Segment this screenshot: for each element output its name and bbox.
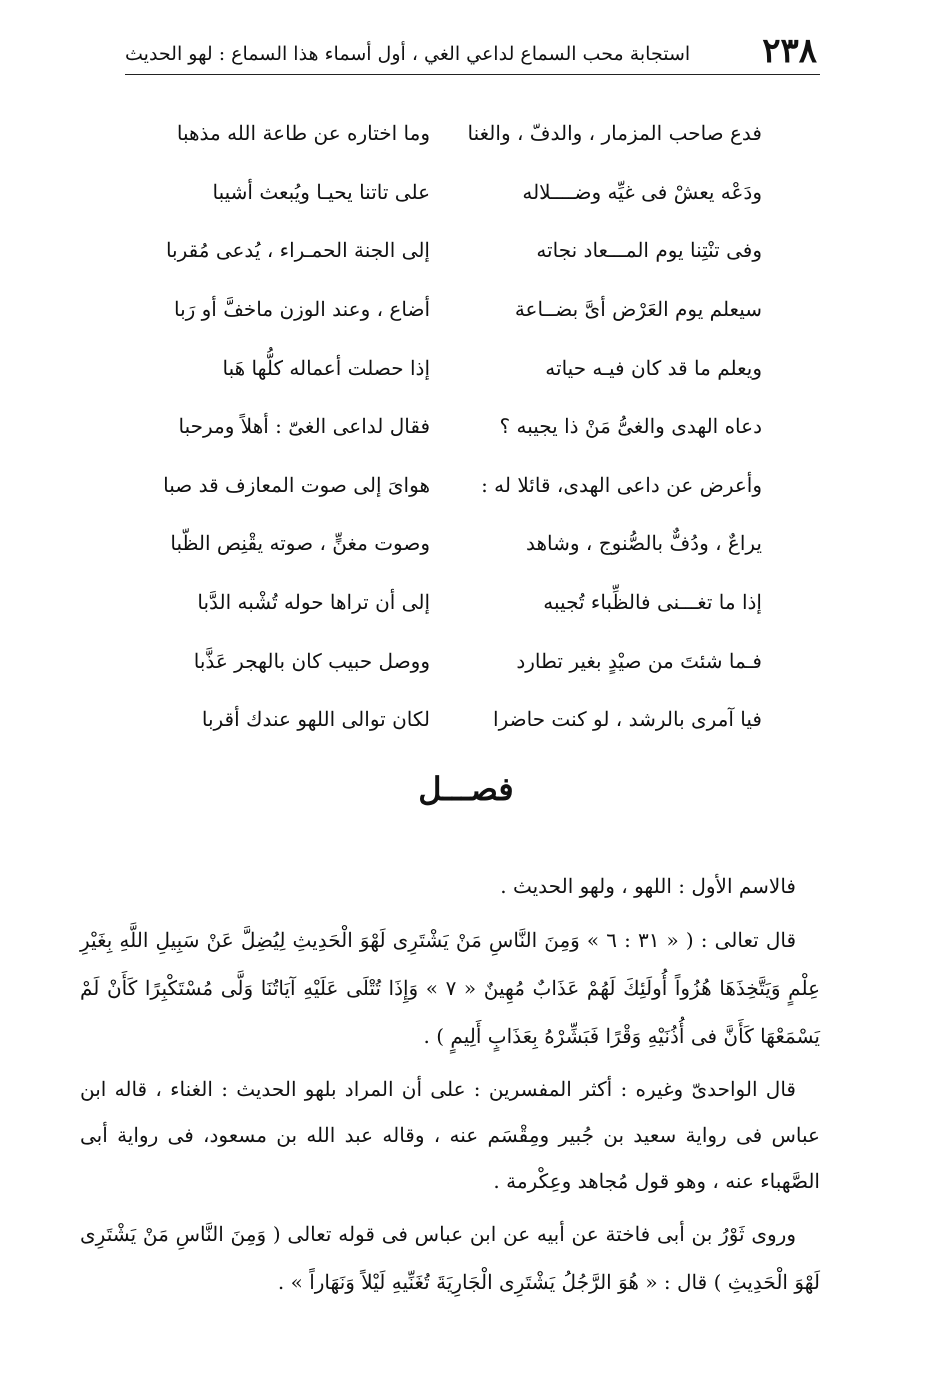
poem-verse: [120, 514, 762, 573]
verse-second-hemistich: هواىَ إلى صوت المعازف قد صبا: [163, 472, 430, 497]
verse-second-hemistich: إذا حصلت أعماله كلُّها هَبا: [222, 355, 430, 380]
poem-verse: [120, 573, 762, 632]
verse-second-hemistich: وصوت مغنٍّ ، صوته يقْنِص الظّبا: [170, 531, 430, 556]
poem-verse: [120, 221, 762, 280]
verse-second-hemistich: إلى الجنة الحمـراء ، يُدعى مُقربا: [165, 238, 430, 263]
verse-first-hemistich: سيعلم يوم العَرْض أىَّ بضــاعة: [514, 297, 762, 322]
verse-second-hemistich: أضاع ، وعند الوزن ماخفَّ أو رَبا: [173, 297, 430, 322]
paragraph-first-name: فالاسم الأول : اللهو ، ولهو الحديث .: [500, 874, 796, 898]
verse-first-hemistich: وأعرض عن داعى الهدى، قائلا له :: [481, 472, 762, 497]
verse-second-hemistich: فقال لداعى الغىّ : أهلاً ومرحبا: [178, 414, 430, 439]
verse-second-hemistich: إلى أن تراها حوله تُشْبه الدَّبا: [197, 590, 430, 615]
poem: [120, 104, 762, 749]
verse-second-hemistich: ووصل حبيب كان بالهجر عَذَّبا: [193, 648, 430, 673]
verse-second-hemistich: وما اختاره عن طاعة الله مذهبا: [176, 121, 430, 146]
prose-body: [80, 862, 820, 1312]
poem-verse: [120, 631, 762, 690]
poem-verse: [120, 456, 762, 515]
header-rule: [125, 74, 820, 75]
page-header: [125, 24, 817, 72]
verse-first-hemistich: فدع صاحب المزمار ، والدفّ ، والغنا: [467, 121, 762, 146]
paragraph-thawr: وروى ثَوْرُ بن أبى فاختة عن أبيه عن ابن عباس فى قوله تعالى ( وَمِنَ النَّاسِ مَنْ يَشْتَرِى لَهْوَ الْحَدِيثِ ) قال : « هُوَ الرَّجُلُ يَشْتَرِى الْجَارِيَةَ تُغَنِّيهِ لَيْلاً وَنَهَاراً » .: [80, 1222, 820, 1294]
verse-first-hemistich: وفى تنْتِنا يوم المـــعاد نجاته: [536, 238, 762, 263]
poem-verse: [120, 397, 762, 456]
verse-first-hemistich: فـما شئتَ من صيْدٍ بغير تطارد: [516, 648, 762, 673]
verse-first-hemistich: ودَعْه يعشْ فى غيِّه وضــــلاله: [522, 179, 762, 204]
poem-verse: [120, 163, 762, 222]
poem-verse: [120, 338, 762, 397]
verse-first-hemistich: إذا ما تغـــنى فالظِّباء تُجيبه: [543, 590, 762, 615]
verse-first-hemistich: فيا آمرى بالرشد ، لو كنت حاضرا: [493, 707, 762, 732]
verse-first-hemistich: يراعٌ ، ودُفٌّ بالصُّنوج ، وشاهد: [525, 531, 762, 556]
paragraph-quran-verse: قال تعالى : ( « ٣١ : ٦ » وَمِنَ النَّاسِ مَنْ يَشْتَرِى لَهْوَ الْحَدِيثِ لِيُضِلَّ عَنْ سَبِيلِ اللَّهِ بِغَيْرِ عِلْمٍ وَيَتَّخِذَهَا هُزُواً أُولَئِكَ لَهُمْ عَذَابٌ مُهِينٌ « ٧ » وَإِذَا تُتْلَى عَلَيْهِ آيَاتُنَا وَلَّى مُسْتَكْبِرًا كَأَنْ لَمْ يَسْمَعْهَا كَأَنَّ فى أُذُنَيْهِ وَقْرًا فَبَشِّرْهُ بِعَذَابٍ أَلِيمٍ ) .: [80, 928, 820, 1048]
running-head: استجابة محب السماع لداعي الغي ، أول أسماء هذا السماع : لهو الحديث: [125, 43, 691, 65]
page-number: ٢٣٨: [762, 31, 817, 71]
poem-verse: [120, 280, 762, 339]
verse-first-hemistich: دعاه الهدى والغىُّ مَنْ ذا يجيبه ؟: [499, 414, 762, 439]
paragraph-wahidi: قال الواحدىّ وغيره : أكثر المفسرين : على أن المراد بلهو الحديث : الغناء ، قاله ابن عباس فى رواية سعيد بن جُبير ومِقْسَم عنه ، وقاله عبد الله بن مسعود، فى رواية أبى الصَّهباء عنه ، وهو قول مُجاهد وعِكْرمة .: [80, 1077, 820, 1193]
poem-verse: [120, 690, 762, 749]
poem-verse: [120, 104, 762, 163]
verse-second-hemistich: على تاتنا يحيـا ويُبعث أشيبا: [212, 179, 430, 204]
section-heading: فصـــل: [418, 770, 514, 808]
verse-first-hemistich: ويعلم ما قد كان فيـه حياته: [545, 355, 762, 380]
verse-second-hemistich: لكان توالى اللهو عندك أقربا: [201, 707, 430, 732]
